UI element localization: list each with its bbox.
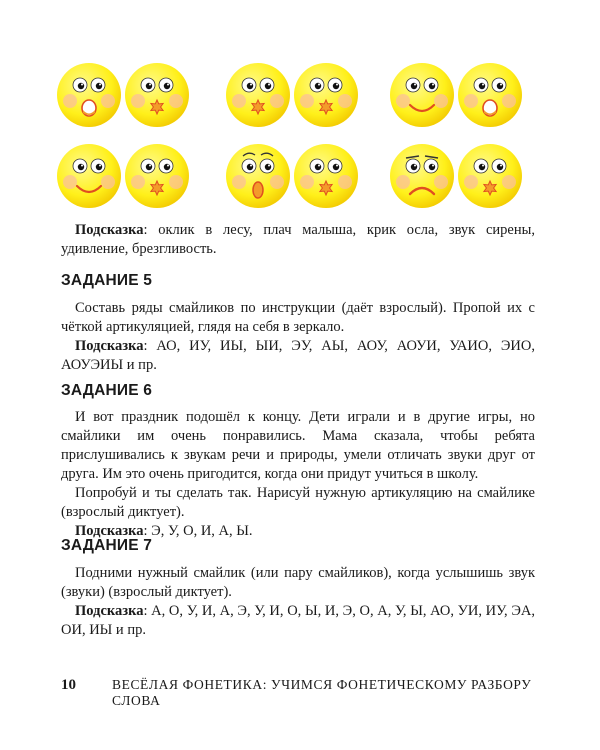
smiley-grid xyxy=(0,0,600,215)
eye-glint xyxy=(81,84,83,86)
pupil xyxy=(411,164,417,170)
pupil xyxy=(164,83,170,89)
pupil xyxy=(497,83,503,89)
pupil xyxy=(333,83,339,89)
task-6-body xyxy=(61,408,535,541)
cheek xyxy=(169,175,183,189)
hint-label: Подсказка xyxy=(75,338,144,354)
eye-glint xyxy=(149,84,151,86)
cheek xyxy=(63,175,77,189)
pupil xyxy=(429,164,435,170)
eye-glint xyxy=(99,84,101,86)
smiley-star-mouth-1 xyxy=(122,60,192,130)
pupil xyxy=(146,83,152,89)
cheek xyxy=(232,175,246,189)
task-6-heading: ЗАДАНИЕ 6 xyxy=(61,382,153,399)
task-5-body xyxy=(61,299,535,375)
hint-1-paragraph xyxy=(61,221,535,259)
eye-glint xyxy=(432,165,434,167)
cheek xyxy=(101,94,115,108)
cheek xyxy=(396,94,410,108)
eye-glint xyxy=(149,165,151,167)
pupil xyxy=(497,164,503,170)
cheek xyxy=(63,94,77,108)
cheek xyxy=(464,175,478,189)
hint-text: : АО, ИУ, ИЫ, ЫИ, ЭУ, АЫ, АОУ, АОУИ, УАИО, ЭИО, АОУЭИЫ и пр. xyxy=(61,338,535,373)
task-7-heading: ЗАДАНИЕ 7 xyxy=(61,537,153,554)
task-7-body xyxy=(61,564,535,640)
pupil xyxy=(479,164,485,170)
pupil xyxy=(429,83,435,89)
hint-text: : оклик в лесу, плач малыша, крик осла, звук сирены, удивление, брезгливость. xyxy=(61,222,535,257)
hint-label: Подсказка xyxy=(75,523,144,539)
task-5-heading: ЗАДАНИЕ 5 xyxy=(61,272,153,289)
cheek xyxy=(270,175,284,189)
cheek xyxy=(300,94,314,108)
eye-glint xyxy=(432,84,434,86)
eye-glint xyxy=(99,165,101,167)
cheek xyxy=(502,94,516,108)
eye-glint xyxy=(250,84,252,86)
cheek xyxy=(502,175,516,189)
eye-glint xyxy=(414,84,416,86)
page-footer xyxy=(61,677,541,709)
eye-glint xyxy=(167,84,169,86)
cheek xyxy=(338,94,352,108)
pupil xyxy=(265,83,271,89)
hint-1 xyxy=(61,221,535,259)
smiley-smile-2 xyxy=(54,141,124,211)
smiley-shout-o xyxy=(54,60,124,130)
eye-glint xyxy=(268,84,270,86)
cheek xyxy=(169,94,183,108)
cheek xyxy=(300,175,314,189)
pupil xyxy=(333,164,339,170)
pupil xyxy=(315,164,321,170)
eye-glint xyxy=(81,165,83,167)
pupil xyxy=(96,83,102,89)
running-title: ВЕСЁЛАЯ ФОНЕТИКА: УЧИМСЯ ФОНЕТИЧЕСКОМУ РАЗБОРУ СЛОВА xyxy=(112,677,532,708)
cheek xyxy=(434,175,448,189)
pupil xyxy=(164,164,170,170)
cheek xyxy=(131,94,145,108)
eye-glint xyxy=(500,84,502,86)
eye-glint xyxy=(250,165,252,167)
cheek xyxy=(232,94,246,108)
cheek xyxy=(338,175,352,189)
eye-glint xyxy=(318,165,320,167)
pupil xyxy=(78,83,84,89)
smiley-star-mouth-2 xyxy=(223,60,293,130)
pupil xyxy=(96,164,102,170)
cheek xyxy=(270,94,284,108)
eye-glint xyxy=(482,84,484,86)
smiley-shout-o-2 xyxy=(455,60,525,130)
task-7-hint xyxy=(61,602,535,640)
hint-text: : А, О, У, И, А, Э, У, И, О, Ы, И, Э, О, А, У, Ы, АО, УИ, ИУ, ЭА, ОИ, ИЫ и пр. xyxy=(61,603,535,638)
eye-glint xyxy=(336,165,338,167)
smiley-star-mouth-3 xyxy=(291,60,361,130)
smiley-smile-1 xyxy=(387,60,457,130)
page-number: 10 xyxy=(61,677,76,693)
pupil xyxy=(479,83,485,89)
pupil xyxy=(411,83,417,89)
pupil xyxy=(247,83,253,89)
eye-glint xyxy=(318,84,320,86)
eye-glint xyxy=(268,165,270,167)
task-6-paragraph-2: Попробуй и ты сделать так. Нарисуй нужную артикуляцию на смайлике (взрослый диктует). xyxy=(61,485,535,520)
smiley-star-mouth-5 xyxy=(291,141,361,211)
eye-glint xyxy=(500,165,502,167)
task-6-paragraph-1: И вот праздник подошёл к концу. Дети играли и в другие игры, но смайлики им очень понравились. Мама сказала, чтобы ребята прислушивались к звукам речи и природы, умели отличать звуки друг от друга. Им это очень пригодится, когда они придут учиться в школу. xyxy=(61,409,535,482)
task-7-paragraph: Подними нужный смайлик (или пару смайликов), когда услышишь звук (звуки) (взрослый диктует). xyxy=(61,565,535,600)
task-5 xyxy=(61,272,535,290)
smiley-surprised xyxy=(223,141,293,211)
task-7 xyxy=(61,537,535,555)
mouth xyxy=(253,182,263,198)
hint-label: Подсказка xyxy=(75,222,144,238)
pupil xyxy=(247,164,253,170)
task-6 xyxy=(61,382,535,400)
pupil xyxy=(146,164,152,170)
cheek xyxy=(131,175,145,189)
cheek xyxy=(396,175,410,189)
pupil xyxy=(265,164,271,170)
pupil xyxy=(78,164,84,170)
eye-glint xyxy=(482,165,484,167)
eye-glint xyxy=(414,165,416,167)
task-5-hint xyxy=(61,337,535,375)
smiley-star-mouth-6 xyxy=(455,141,525,211)
task-5-paragraph: Составь ряды смайликов по инструкции (даёт взрослый). Пропой их с чёткой артикуляцией, глядя на себя в зеркало. xyxy=(61,300,535,335)
cheek xyxy=(101,175,115,189)
eye-glint xyxy=(336,84,338,86)
smiley-disgust xyxy=(387,141,457,211)
pupil xyxy=(315,83,321,89)
cheek xyxy=(464,94,478,108)
hint-text: : Э, У, О, И, А, Ы. xyxy=(143,523,253,539)
smiley-star-mouth-4 xyxy=(122,141,192,211)
cheek xyxy=(434,94,448,108)
hint-label: Подсказка xyxy=(75,603,144,619)
eye-glint xyxy=(167,165,169,167)
